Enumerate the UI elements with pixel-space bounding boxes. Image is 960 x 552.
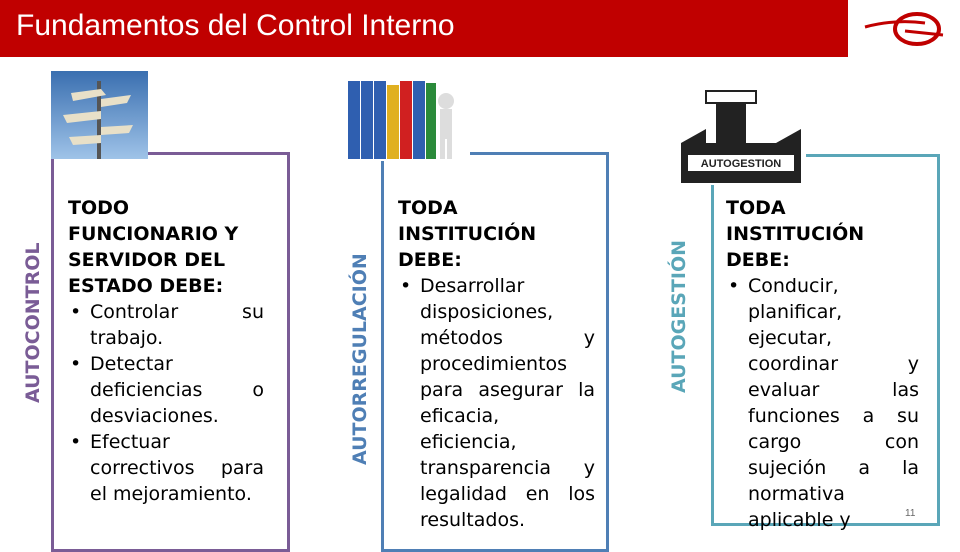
panel-text-autogestion	[726, 195, 919, 533]
panel-heading: TODA INSTITUCIÓN DEBE:	[726, 197, 865, 271]
factory-image	[676, 67, 806, 185]
page-title: Fundamentos del Control Interno	[16, 9, 455, 42]
list-item: • Conducir, planificar, ejecutar, coordinar y evaluar las funciones a su cargo con sujeción a la normativa aplicable y	[748, 273, 919, 533]
brand-logo	[855, 5, 955, 50]
svg-text:AUTOGESTION: AUTOGESTION	[700, 158, 782, 170]
list-item: • Desarrollar disposiciones, métodos y procedimientos para asegurar la eficacia, eficiencia, transparencia y legalidad en los resultados.	[420, 273, 595, 533]
side-label-autogestion: AUTOGESTIÓN	[668, 239, 690, 393]
panel-text-autocontrol	[68, 195, 264, 507]
side-label-autocontrol: AUTOCONTROL	[22, 242, 44, 403]
panel-heading: TODO FUNCIONARIO Y SERVIDOR DEL ESTADO DEBE:	[68, 197, 239, 297]
list-item: • Efectuar correctivos para el mejoramiento.	[90, 429, 264, 507]
panel-heading: TODA INSTITUCIÓN DEBE:	[398, 197, 537, 271]
list-item: • Controlar su trabajo.	[90, 299, 264, 351]
list-item: • Detectar deficiencias o desviaciones.	[90, 351, 264, 429]
binders-image	[342, 71, 470, 161]
signpost-image	[51, 71, 148, 159]
panel-text-autorregulacion	[398, 195, 595, 533]
side-label-autorregulacion: AUTORREGULACIÓN	[349, 253, 371, 465]
page-number: 11	[905, 508, 916, 519]
title-bar	[0, 0, 848, 57]
